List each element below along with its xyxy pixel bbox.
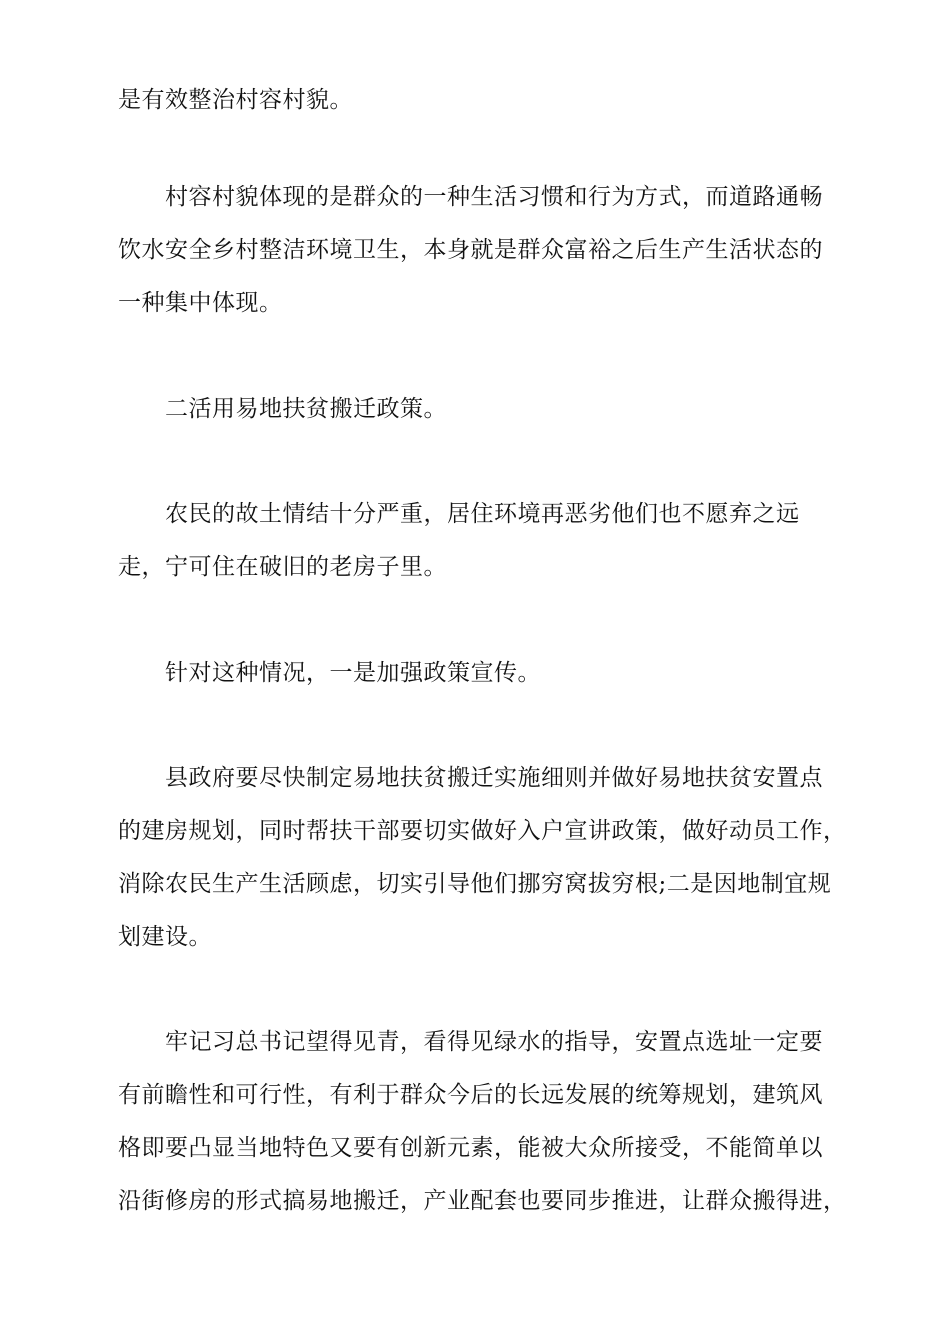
text-line: 县政府要尽快制定易地扶贫搬迁实施细则并做好易地扶贫安置点: [165, 765, 823, 791]
text-line: 饮水安全乡村整洁环境卫生，本身就是群众富裕之后生产生活状态的: [118, 237, 823, 263]
text-line: 是有效整治村容村貌。: [118, 87, 353, 113]
text-line: 一种集中体现。: [118, 290, 283, 316]
text-line: 划建设。: [118, 924, 212, 950]
text-line: 走，宁可住在破旧的老房子里。: [118, 554, 447, 580]
text-line: 的建房规划，同时帮扶干部要切实做好入户宣讲政策，做好动员工作，: [118, 818, 847, 844]
text-line: 有前瞻性和可行性，有利于群众今后的长远发展的统筹规划，建筑风: [118, 1082, 823, 1108]
text-line: 针对这种情况，一是加强政策宣传。: [165, 660, 541, 686]
text-line: 牢记习总书记望得见青，看得见绿水的指导，安置点选址一定要: [165, 1029, 823, 1055]
text-line: 农民的故土情结十分严重，居住环境再恶劣他们也不愿弃之远: [165, 501, 800, 527]
text-line: 格即要凸显当地特色又要有创新元素，能被大众所接受，不能简单以: [118, 1135, 823, 1161]
text-line: 沿街修房的形式搞易地搬迁，产业配套也要同步推进，让群众搬得进，: [118, 1188, 847, 1214]
text-line: 消除农民生产生活顾虑，切实引导他们挪穷窝拔穷根;二是因地制宜规: [118, 871, 832, 897]
section-heading: 二活用易地扶贫搬迁政策。: [165, 396, 447, 422]
text-line: 村容村貌体现的是群众的一种生活习惯和行为方式，而道路通畅: [165, 184, 823, 210]
